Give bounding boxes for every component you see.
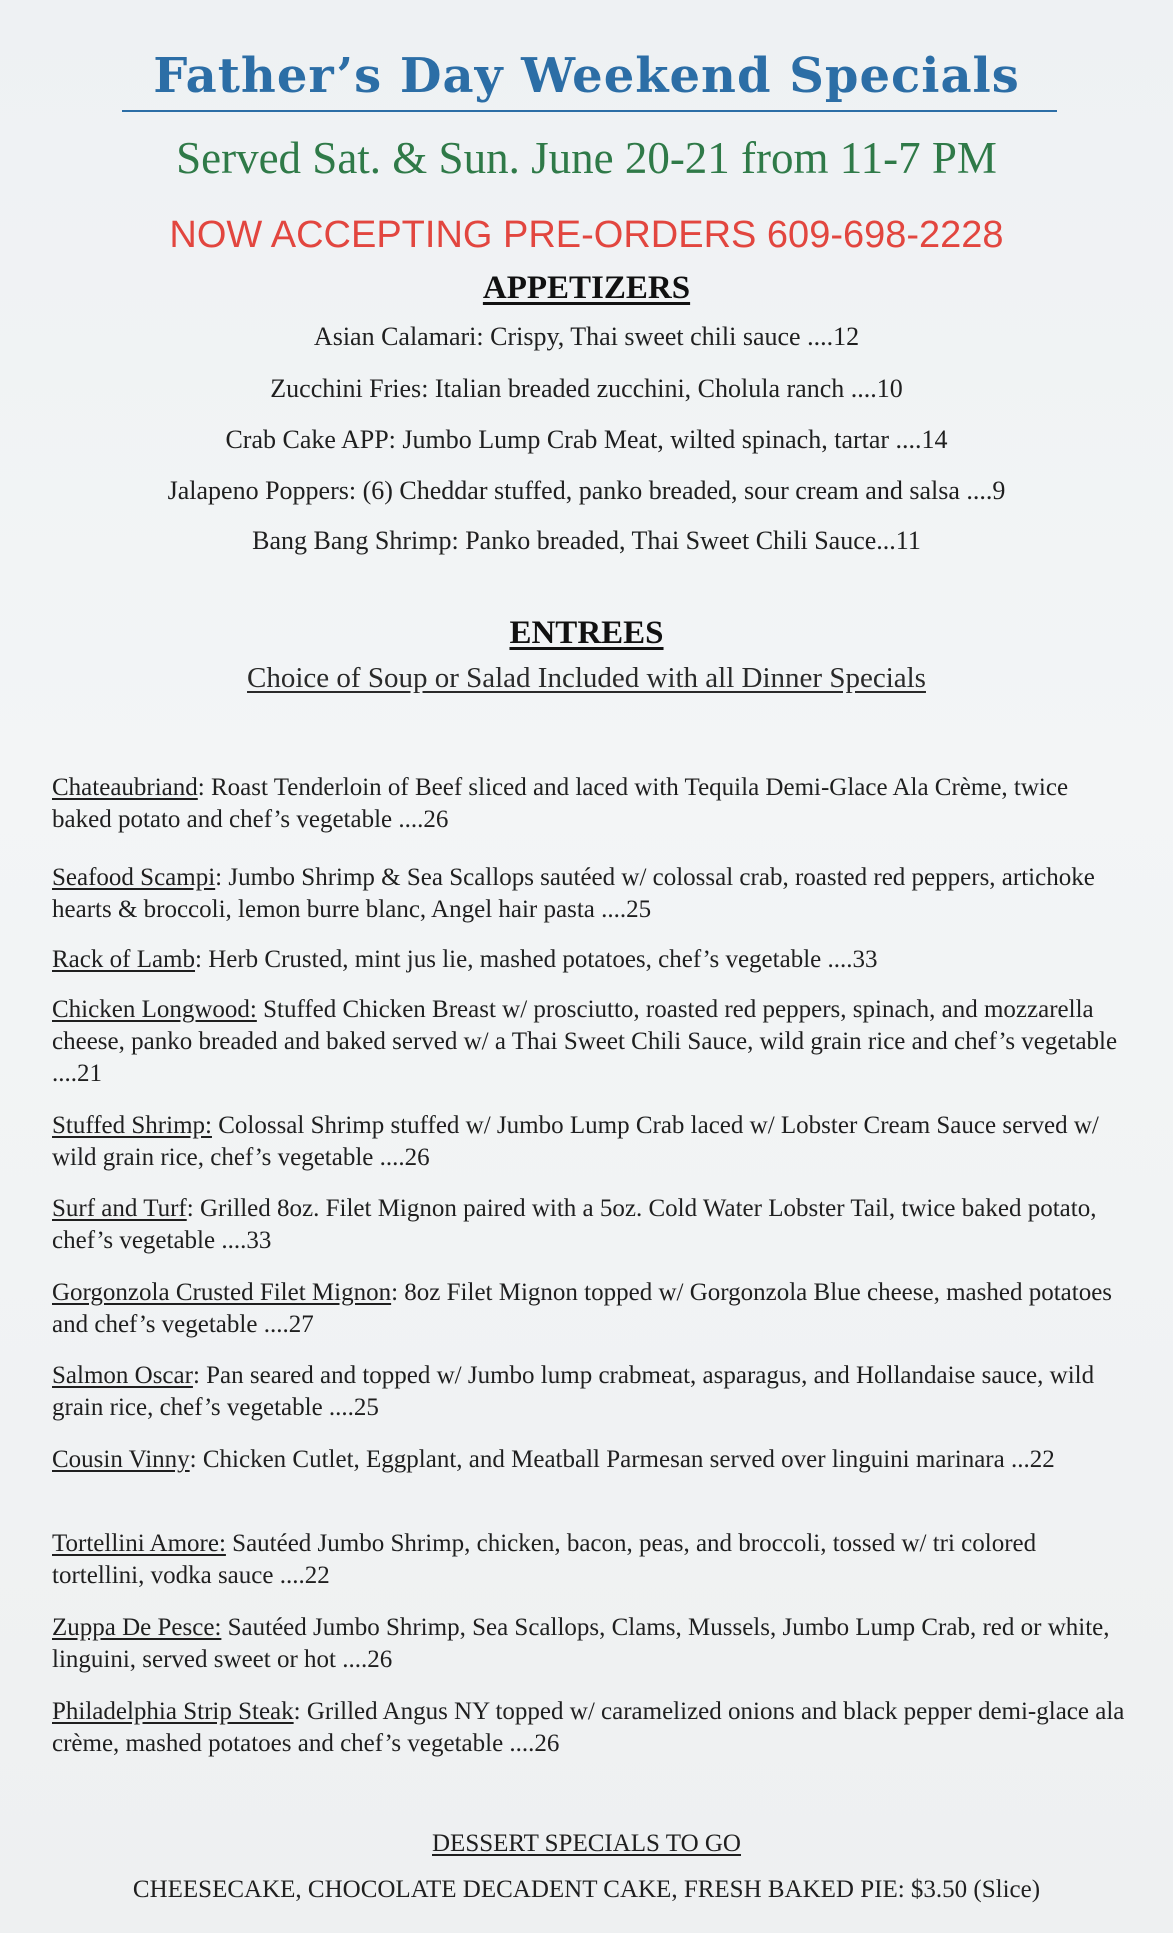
dessert-items: CHEESECAKE, CHOCOLATE DECADENT CAKE, FRESH BAKED PIE: $3.50 (Slice) xyxy=(132,1876,1041,1903)
appetizer-item xyxy=(0,322,1173,352)
entree-desc: : Roast Tenderloin of Beef sliced and laced with Tequila Demi-Glace Ala Crème, twice baked potato and chef’s vegetable ....26 xyxy=(52,774,1069,833)
preorder-notice: NOW ACCEPTING PRE-ORDERS 609-698-2228 xyxy=(169,214,1004,256)
entree-desc: : Grilled 8oz. Filet Mignon paired with a 5oz. Cold Water Lobster Tail, twice baked potato, chef’s vegetable ....33 xyxy=(52,1195,1097,1254)
appetizer-name: Zucchini Fries xyxy=(270,374,422,403)
entree-desc: : Chicken Cutlet, Eggplant, and Meatball Parmesan served over linguini marinara ...22 xyxy=(189,1446,1055,1473)
entree-item xyxy=(52,994,1132,1090)
entree-name: Cousin Vinny xyxy=(52,1446,190,1473)
entree-item xyxy=(52,1360,1132,1424)
appetizer-item xyxy=(0,374,1173,404)
entree-item xyxy=(52,1110,1132,1174)
entree-desc: Sautéed Jumbo Shrimp, chicken, bacon, peas, and broccoli, tossed w/ tri colored tortellini, vodka sauce ....22 xyxy=(52,1530,1037,1589)
appetizer-desc: : Italian breaded zucchini, Cholula ranch ....10 xyxy=(421,374,903,403)
dessert-heading: DESSERT SPECIALS TO GO xyxy=(432,1830,741,1857)
entree-desc: : 8oz Filet Mignon topped w/ Gorgonzola Blue cheese, mashed potatoes and chef’s vegetable ....27 xyxy=(52,1279,1113,1338)
entree-name: Chateaubriand xyxy=(52,774,198,801)
entree-name: Chicken Longwood: xyxy=(52,996,257,1023)
appetizer-desc: : Jumbo Lump Crab Meat, wilted spinach, tartar ....14 xyxy=(388,425,948,454)
entree-item xyxy=(52,1277,1132,1341)
entree-desc: : Grilled Angus NY topped w/ caramelized onions and black pepper demi-glace ala crème, mashed potatoes and chef’s vegetable ....26 xyxy=(52,1698,1125,1757)
entree-desc: : Pan seared and topped w/ Jumbo lump crabmeat, asparagus, and Hollandaise sauce, wild grain rice, chef’s vegetable ....25 xyxy=(52,1362,1095,1421)
appetizer-name: Bang Bang Shrimp xyxy=(252,526,452,555)
menu-title: Father’s Day Weekend Specials xyxy=(153,48,1020,104)
entree-name: Seafood Scampi xyxy=(52,864,216,891)
entree-name: Salmon Oscar xyxy=(52,1362,193,1389)
appetizer-item xyxy=(0,476,1173,506)
entree-item xyxy=(52,1612,1132,1676)
appetizer-desc: : Crispy, Thai sweet chili sauce ....12 xyxy=(476,322,860,351)
entree-name: Gorgonzola Crusted Filet Mignon xyxy=(52,1279,392,1306)
entree-item xyxy=(52,1528,1132,1592)
appetizer-desc: : (6) Cheddar stuffed, panko breaded, sour cream and salsa ....9 xyxy=(348,476,1006,505)
entree-item xyxy=(52,772,1132,836)
entree-item xyxy=(52,1444,1132,1476)
entree-desc: Sautéed Jumbo Shrimp, Sea Scallops, Clams, Mussels, Jumbo Lump Crab, red or white, linguini, served sweet or hot ....26 xyxy=(52,1614,1110,1673)
appetizer-name: Crab Cake APP xyxy=(225,425,389,454)
entree-item xyxy=(52,944,1132,976)
entree-desc: : Jumbo Shrimp & Sea Scallops sautéed w/ colossal crab, roasted red peppers, artichoke hearts & broccoli, lemon burre blanc, Angel hair pasta ....25 xyxy=(52,864,1095,923)
entree-desc: Stuffed Chicken Breast w/ prosciutto, roasted red peppers, spinach, and mozzarella cheese, panko breaded and baked served w/ a Thai Sweet Chili Sauce, wild grain rice and chef’s vegetable ....21 xyxy=(52,996,1118,1087)
entree-item xyxy=(52,1696,1132,1760)
entree-desc: Colossal Shrimp stuffed w/ Jumbo Lump Crab laced w/ Lobster Cream Sauce served w/ wild grain rice, chef’s vegetable ....26 xyxy=(52,1112,1099,1171)
entree-name: Stuffed Shrimp: xyxy=(52,1112,212,1139)
entree-name: Tortellini Amore: xyxy=(52,1530,226,1557)
title-underline xyxy=(122,110,1057,112)
entree-name: Zuppa De Pesce: xyxy=(52,1614,222,1641)
entree-item xyxy=(52,1193,1132,1257)
entrees-heading: ENTREES xyxy=(509,615,664,651)
appetizer-item xyxy=(0,526,1173,556)
appetizer-name: Jalapeno Poppers xyxy=(167,476,349,505)
appetizer-item xyxy=(0,425,1173,455)
appetizer-name: Asian Calamari xyxy=(313,322,477,351)
appetizers-heading: APPETIZERS xyxy=(482,270,691,306)
entree-name: Rack of Lamb xyxy=(52,946,196,973)
entrees-subheading: Choice of Soup or Salad Included with all Dinner Specials xyxy=(247,662,926,694)
appetizer-desc: : Panko breaded, Thai Sweet Chili Sauce...11 xyxy=(451,526,921,555)
entree-desc: : Herb Crusted, mint jus lie, mashed potatoes, chef’s vegetable ....33 xyxy=(195,946,878,973)
entree-name: Surf and Turf xyxy=(52,1195,187,1222)
entree-item xyxy=(52,862,1132,926)
served-dates: Served Sat. & Sun. June 20-21 from 11-7 PM xyxy=(176,133,997,183)
entree-name: Philadelphia Strip Steak xyxy=(52,1698,294,1725)
